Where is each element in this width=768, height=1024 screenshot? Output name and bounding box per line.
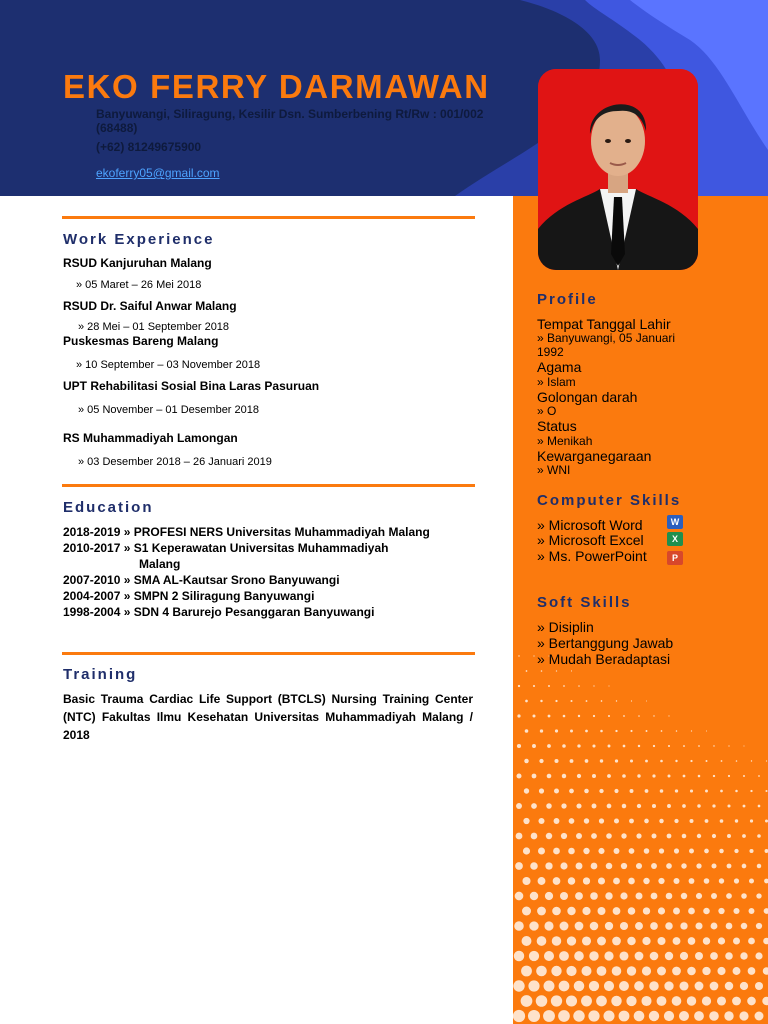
profile-value: » WNI — [537, 463, 571, 477]
education-item: 1998-2004 » SDN 4 Barurejo Pesanggaran Banyuwangi — [63, 605, 375, 619]
address: Banyuwangi, Siliragung, Kesilir Dsn. Sumberbening Rt/Rw : 001/002 (68488) — [96, 107, 484, 135]
training-heading: Training — [63, 666, 138, 683]
education-item: 2010-2017 » S1 Keperawatan Universitas Muhammadiyah — [63, 541, 389, 555]
work-period: » 05 Maret – 26 Mei 2018 — [76, 279, 202, 291]
work-place: Puskesmas Bareng Malang — [63, 334, 219, 348]
work-place: RS Muhammadiyah Lamongan — [63, 431, 238, 445]
profile-label: Golongan darah — [537, 389, 638, 405]
profile-label: Tempat Tanggal Lahir — [537, 316, 671, 332]
profile-photo — [538, 69, 698, 270]
phone-number: (+62) 81249675900 — [96, 140, 202, 154]
computer-skill: » Ms. PowerPoint — [537, 548, 647, 564]
computer-skill: » Microsoft Word — [537, 517, 643, 533]
work-place: UPT Rehabilitasi Sosial Bina Laras Pasuruan — [63, 379, 320, 393]
education-item: 2004-2007 » SMPN 2 Siliragung Banyuwangi — [63, 589, 315, 603]
profile-label: Status — [537, 418, 577, 434]
word-icon: W — [667, 515, 683, 529]
profile-value: » O — [537, 404, 557, 418]
work-place: RSUD Kanjuruhan Malang — [63, 256, 212, 270]
education-item: 2007-2010 » SMA AL-Kautsar Srono Banyuwangi — [63, 573, 340, 587]
profile-label: Agama — [537, 359, 582, 375]
work-period: » 10 September – 03 November 2018 — [76, 359, 261, 371]
powerpoint-icon: P — [667, 551, 683, 565]
computer-skills-heading: Computer Skills — [537, 492, 682, 509]
soft-skills-heading: Soft Skills — [537, 594, 632, 611]
soft-skill: » Disiplin — [537, 619, 594, 635]
candidate-name: EKO FERRY DARMAWAN — [63, 68, 490, 105]
work-place: RSUD Dr. Saiful Anwar Malang — [63, 299, 237, 313]
work-period: » 05 November – 01 Desember 2018 — [78, 404, 259, 416]
profile-heading: Profile — [537, 291, 598, 308]
section-divider — [62, 216, 475, 219]
education-item-continuation: Malang — [139, 557, 181, 571]
soft-skill: » Mudah Beradaptasi — [537, 651, 671, 667]
profile-label: Kewarganegaraan — [537, 448, 652, 464]
education-heading: Education — [63, 499, 154, 516]
soft-skill: » Bertanggung Jawab — [537, 635, 674, 651]
profile-value: » Islam — [537, 375, 576, 389]
section-divider — [62, 652, 475, 655]
training-text: Basic Trauma Cardiac Life Support (BTCLS) Nursing Training Center (NTC) Fakultas Ilmu Kesehatan Universitas Muhammadiyah Malang / 2018 — [63, 692, 473, 742]
education-item: 2018-2019 » PROFESI NERS Universitas Muhammadiyah Malang — [63, 525, 430, 539]
work-period: » 03 Desember 2018 – 26 Januari 2019 — [78, 456, 272, 468]
section-divider — [62, 484, 475, 487]
excel-icon: X — [667, 532, 683, 546]
work-experience-heading: Work Experience — [63, 231, 215, 248]
profile-value: » Banyuwangi, 05 Januari 1992 — [537, 331, 676, 359]
profile-value: » Menikah — [537, 434, 593, 448]
email-link[interactable]: ekoferry05@gmail.com — [96, 166, 220, 180]
computer-skill: » Microsoft Excel — [537, 532, 644, 548]
work-period: » 28 Mei – 01 September 2018 — [78, 321, 230, 333]
